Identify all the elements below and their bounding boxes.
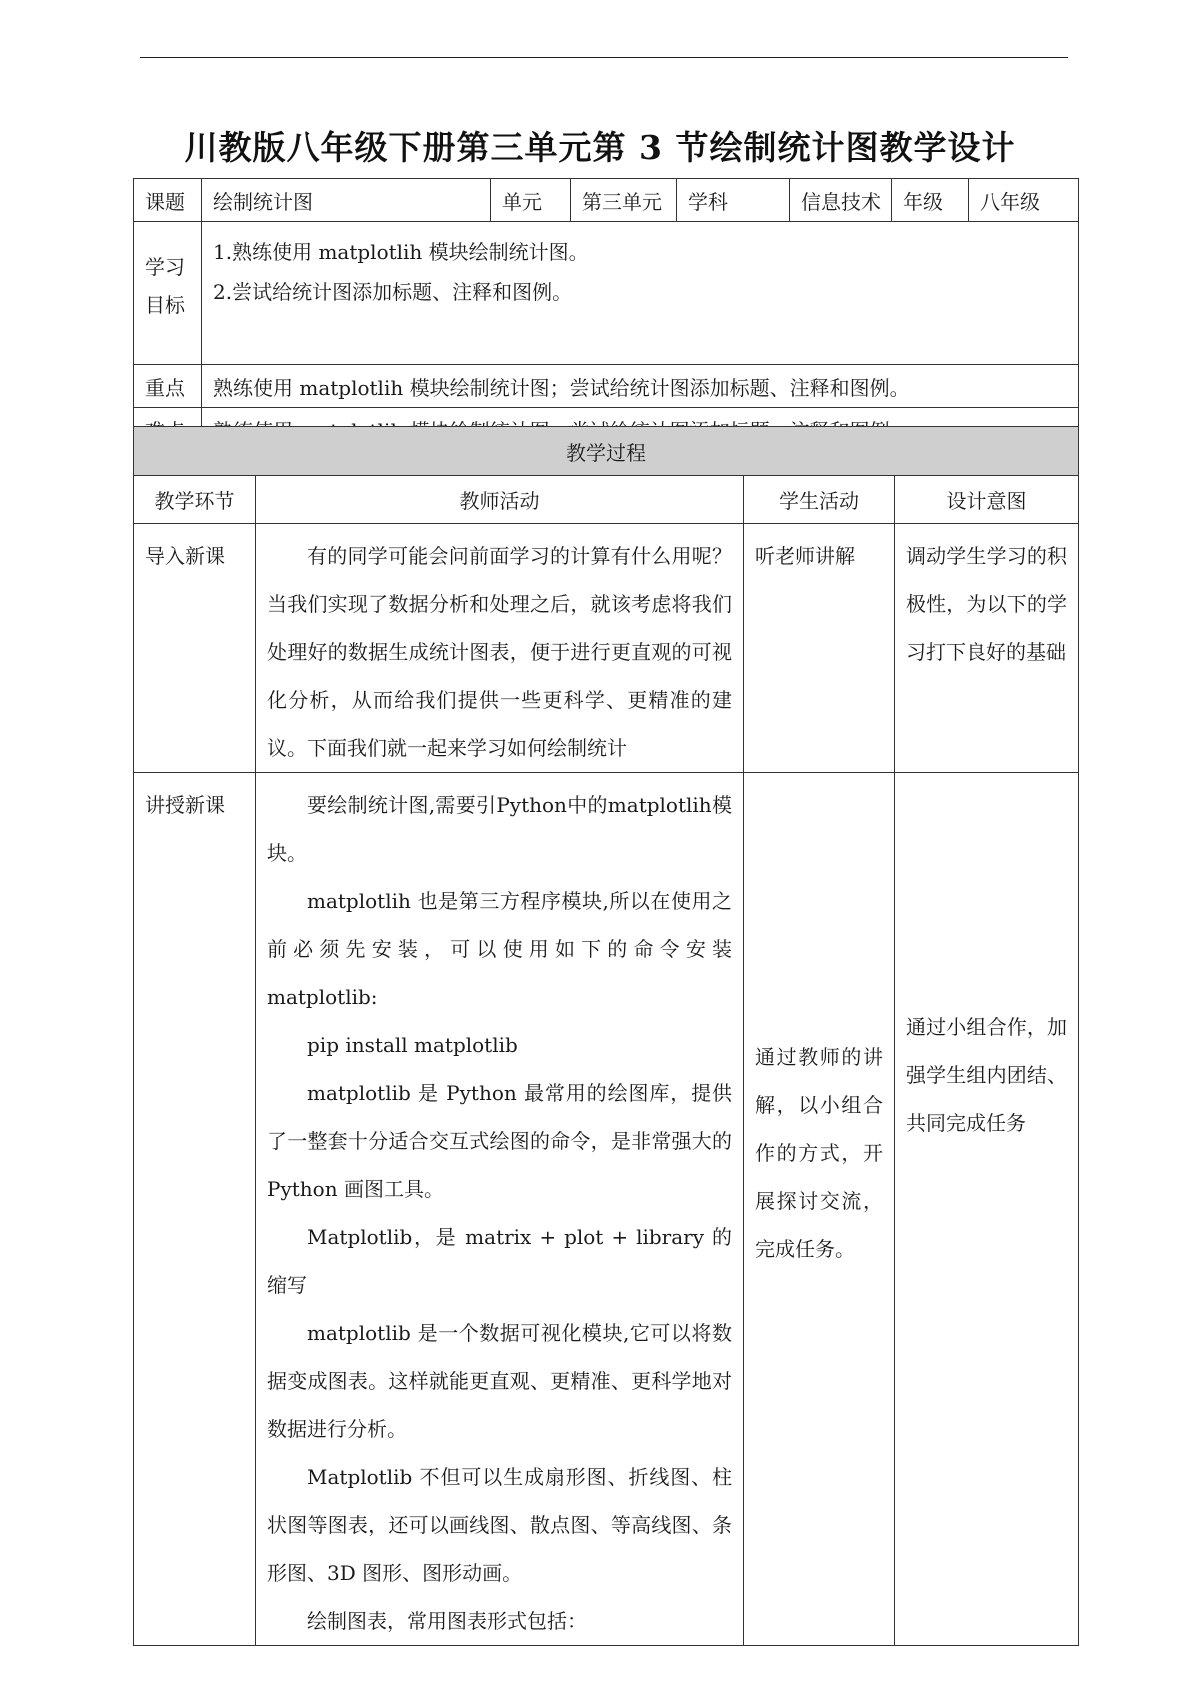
unit-label: 单元 xyxy=(491,179,571,222)
goals-label xyxy=(134,222,202,365)
intro-teacher-activity xyxy=(256,524,744,773)
teacher-paragraph: 有的同学可能会问前面学习的计算有什么用呢？当我们实现了数据分析和处理之后，就该考虑将我们处理好的数据生成统计图表，便于进行更直观的可视化分析，从而给我们提供一些更科学、更精准的建议。下面我们就一起来学习如何绘制统计 xyxy=(267,544,732,760)
column-header-teacher: 教师活动 xyxy=(256,476,744,524)
key-point-value: 熟练使用 matplotlih 模块绘制统计图；尝试给统计图添加标题、注释和图例。 xyxy=(202,365,1079,408)
process-header-row xyxy=(134,427,1079,476)
goal-item: 1.熟练使用 matplotlih 模块绘制统计图。 xyxy=(213,240,589,264)
intro-stage-label: 导入新课 xyxy=(134,524,256,773)
key-point-label: 重点 xyxy=(134,365,202,408)
lesson-info-table xyxy=(133,178,1079,451)
key-point-row xyxy=(134,365,1079,408)
goals-row xyxy=(134,222,1079,365)
new-lesson-student-activity xyxy=(744,773,895,1646)
teacher-paragraph: matplotlih 也是第三方程序模块,所以在使用之前必须先安装，可以使用如下的命令安装matplotlib: xyxy=(267,889,732,1009)
teacher-paragraph: 绘制图表，常用图表形式包括： xyxy=(307,1609,587,1633)
teacher-paragraph: Matplotlib 不但可以生成扇形图、折线图、柱状图等图表，还可以画线图、散点图、等高线图、条形图、3D 图形、图形动画。 xyxy=(267,1465,732,1585)
document-title: 川教版八年级下册第三单元第 3 节绘制统计图教学设计 xyxy=(184,128,1016,167)
teacher-paragraph: Matplotlib，是 matrix + plot + library 的缩写 xyxy=(267,1225,732,1297)
goals-label-line: 学习 xyxy=(145,255,185,279)
column-header-intent: 设计意图 xyxy=(895,476,1079,524)
student-activity-text: 通过教师的讲解，以小组合作的方式，开展探讨交流，完成任务。 xyxy=(755,1045,883,1261)
goal-item: 2.尝试给统计图添加标题、注释和图例。 xyxy=(213,280,573,304)
teaching-process-table xyxy=(133,426,1079,1646)
goals-label-line: 目标 xyxy=(145,293,185,317)
process-header: 教学过程 xyxy=(134,427,1079,476)
topic-label: 课题 xyxy=(134,179,202,222)
intro-design-intent: 调动学生学习的积极性，为以下的学习打下良好的基础 xyxy=(895,524,1079,773)
design-intent-text: 通过小组合作，加强学生组内团结、共同完成任务 xyxy=(906,1015,1067,1135)
new-lesson-row xyxy=(134,773,1079,1646)
column-header-stage: 教学环节 xyxy=(134,476,256,524)
goals-list xyxy=(202,222,1079,365)
topic-value: 绘制统计图 xyxy=(202,179,491,222)
grade-label: 年级 xyxy=(892,179,969,222)
install-command: pip install matplotlib xyxy=(307,1033,518,1057)
grade-value: 八年级 xyxy=(969,179,1079,222)
column-header-student: 学生活动 xyxy=(744,476,895,524)
subject-value: 信息技术 xyxy=(790,179,892,222)
intro-student-activity: 听老师讲解 xyxy=(744,524,895,773)
teacher-paragraph: matplotlib 是一个数据可视化模块,它可以将数据变成图表。这样就能更直观、更精准、更科学地对数据进行分析。 xyxy=(267,1321,732,1441)
new-lesson-design-intent xyxy=(895,773,1079,1646)
info-row xyxy=(134,179,1079,222)
subject-label: 学科 xyxy=(677,179,790,222)
intro-stage-row xyxy=(134,524,1079,773)
header-rule xyxy=(140,57,1068,58)
teacher-paragraph: 要绘制统计图,需要引Python中的matplotlih模块。 xyxy=(267,793,732,865)
new-lesson-stage-label: 讲授新课 xyxy=(134,773,256,1646)
column-header-row xyxy=(134,476,1079,524)
new-lesson-teacher-activity xyxy=(256,773,744,1646)
teacher-paragraph: matplotlib 是 Python 最常用的绘图库，提供了一整套十分适合交互式绘图的命令，是非常强大的 Python 画图工具。 xyxy=(267,1081,732,1201)
unit-value: 第三单元 xyxy=(571,179,677,222)
